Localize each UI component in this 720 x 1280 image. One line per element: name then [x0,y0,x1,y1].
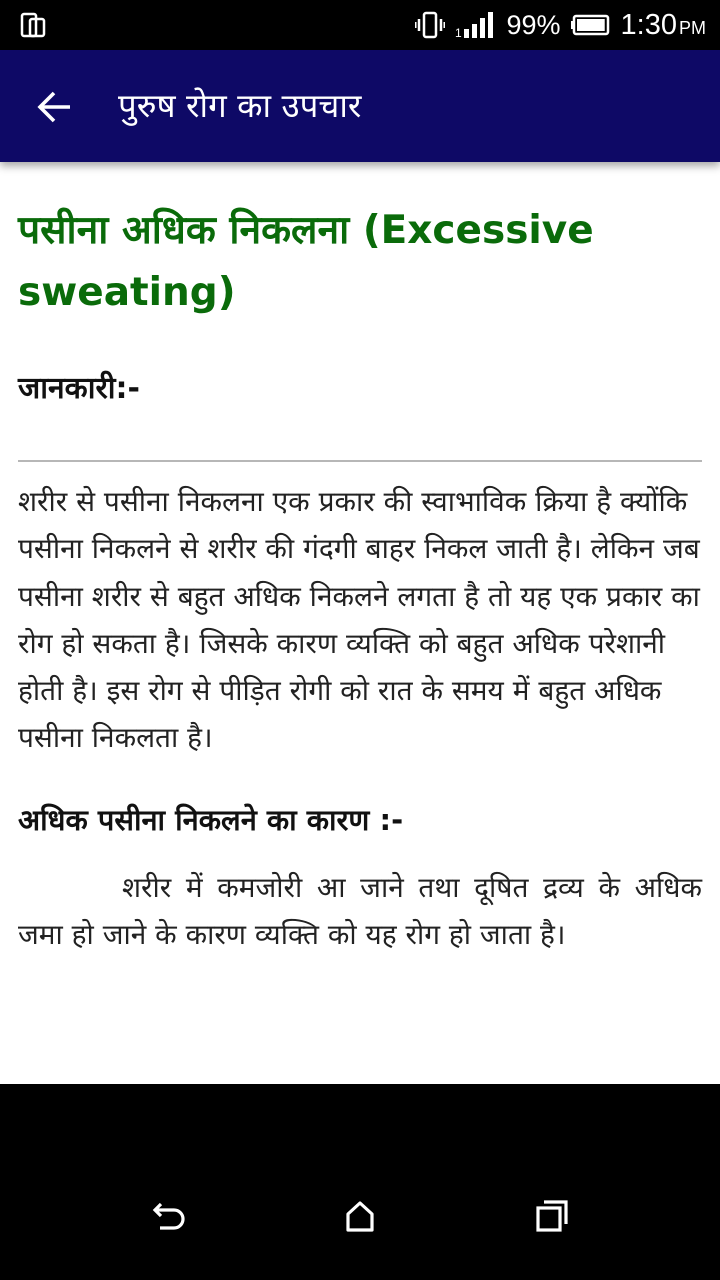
home-icon[interactable] [340,1196,380,1236]
vibrate-icon [415,11,445,39]
article-content[interactable] [0,162,720,1084]
info-label: जानकारी:- [18,371,140,406]
status-bar [0,0,720,50]
info-paragraph: शरीर से पसीना निकलना एक प्रकार की स्वाभाविक क्रिया है क्योंकि पसीना निकलने से शरीर की गंदगी बाहर निकल जाती है। लेकिन जब पसीना शरीर से बहुत अधिक निकलने लगता है तो यह एक प्रकार का रोग हो सकता है। जिसके कारण व्यक्ति को बहुत अधिक परेशानी होती है। इस रोग से पीड़ित रोगी को रात के समय में बहुत अधिक पसीना निकलता है। [18,485,700,755]
cause-label: अधिक पसीना निकलने का कारण :- [18,802,404,837]
clock-time: 1:30 [620,8,677,41]
clock-ampm: PM [679,17,706,38]
page-title: पुरुष रोग का उपचार [118,86,362,125]
screen-icon [20,12,46,38]
cause-paragraph: शरीर में कमजोरी आ जाने तथा दूषित द्रव्य के अधिक जमा हो जाने के कारण व्यक्ति को यह रोग हो जाता है। [18,870,702,952]
arrow-left-icon[interactable] [36,88,74,126]
app-bar [0,50,720,162]
article-heading: पसीना अधिक निकलना (Excessive sweating) [18,208,594,315]
svg-text:1: 1 [454,26,462,39]
status-icons [415,0,707,50]
battery-icon [571,13,611,37]
divider [18,460,702,462]
battery-percent: 99% [506,9,561,40]
recents-icon[interactable] [532,1196,572,1236]
signal-icon [455,11,497,39]
back-icon[interactable] [148,1196,188,1236]
clock [621,9,706,42]
navigation-bar [0,1084,720,1280]
